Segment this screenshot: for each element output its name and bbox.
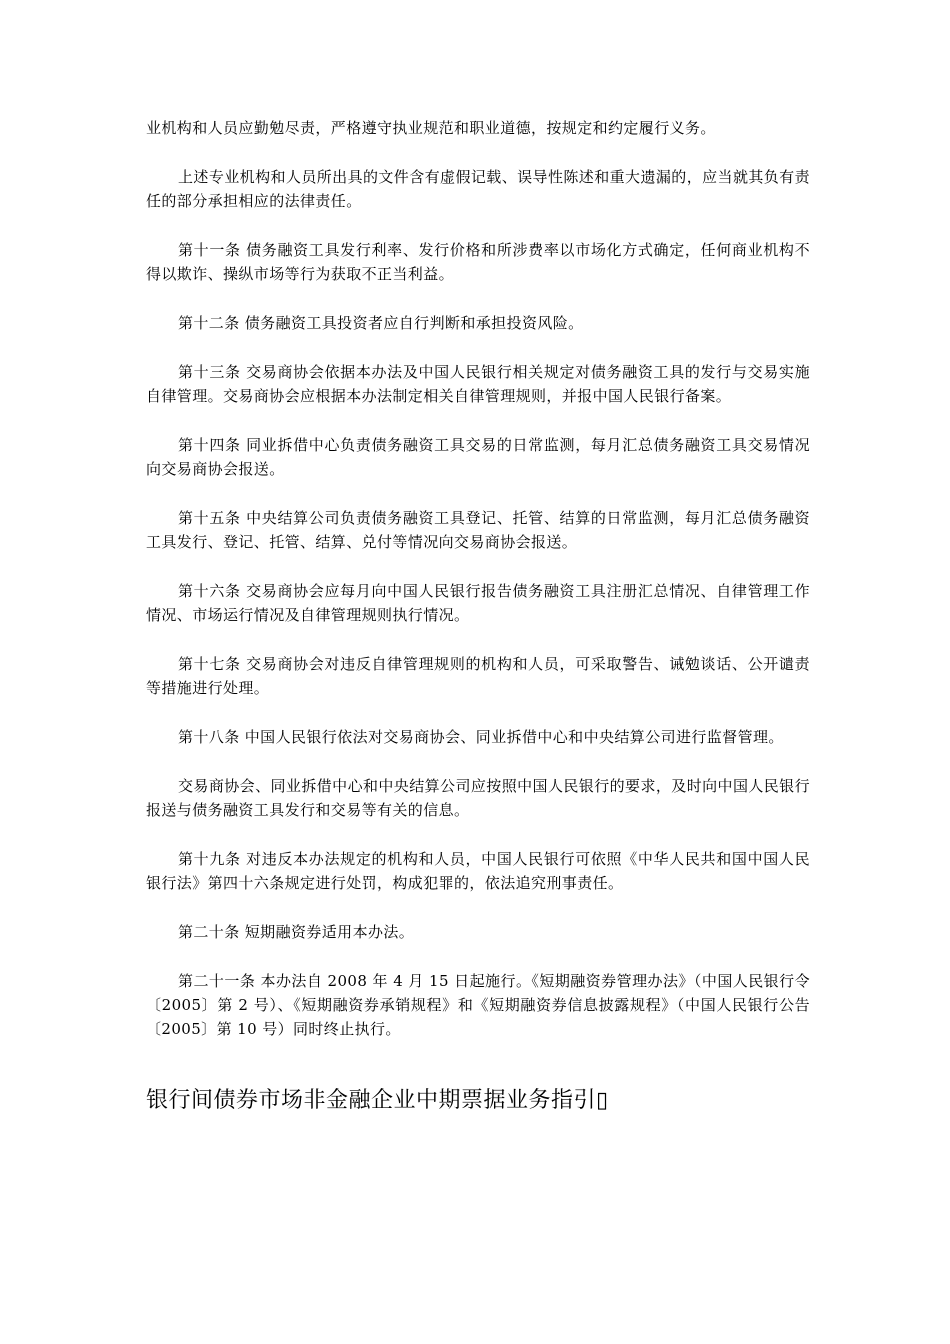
article-18: 第十八条 中国人民银行依法对交易商协会、同业拆借中心和中央结算公司进行监督管理。 (178, 728, 784, 746)
article-12: 第十二条 债务融资工具投资者应自行判断和承担投资风险。 (178, 314, 584, 332)
paragraph-liability: 上述专业机构和人员所出具的文件含有虚假记载、误导性陈述和重大遗漏的，应当就其负有责任的部分承担相应的法律责任。 (146, 168, 810, 210)
article-16: 第十六条 交易商协会应每月向中国人民银行报告债务融资工具注册汇总情况、自律管理工作情况、市场运行情况及自律管理规则执行情况。 (146, 582, 810, 624)
article-21: 第二十一条 本办法自 2008 年 4 月 15 日起施行。《短期融资券管理办法》（中国人民银行令〔2005〕第 2 号）、《短期融资券承销规程》和《短期融资券信息披露规程》（中国人民银行公告〔2005〕第 10 号）同时终止执行。 (146, 972, 810, 1038)
article-20: 第二十条 短期融资券适用本办法。 (178, 923, 415, 941)
article-11: 第十一条 债务融资工具发行利率、发行价格和所涉费率以市场化方式确定，任何商业机构不得以欺诈、操纵市场等行为获取不正当利益。 (146, 241, 810, 283)
article-17: 第十七条 交易商协会对违反自律管理规则的机构和人员，可采取警告、诫勉谈话、公开谴责等措施进行处理。 (146, 655, 810, 697)
paragraph-continuation: 业机构和人员应勤勉尽责，严格遵守执业规范和职业道德，按规定和约定履行义务。 (146, 119, 716, 137)
article-18-paragraph-2: 交易商协会、同业拆借中心和中央结算公司应按照中国人民银行的要求，及时向中国人民银行报送与债务融资工具发行和交易等有关的信息。 (146, 777, 810, 819)
document-body (146, 116, 810, 1117)
section-title: 银行间债券市场非金融企业中期票据业务指引▯ (146, 1088, 609, 1113)
article-13: 第十三条 交易商协会依据本办法及中国人民银行相关规定对债务融资工具的发行与交易实施自律管理。交易商协会应根据本办法制定相关自律管理规则，并报中国人民银行备案。 (146, 363, 810, 405)
article-15: 第十五条 中央结算公司负责债务融资工具登记、托管、结算的日常监测，每月汇总债务融资工具发行、登记、托管、结算、兑付等情况向交易商协会报送。 (146, 509, 810, 551)
article-19: 第十九条 对违反本办法规定的机构和人员，中国人民银行可依照《中华人民共和国中国人民银行法》第四十六条规定进行处罚，构成犯罪的，依法追究刑事责任。 (146, 850, 810, 892)
article-14: 第十四条 同业拆借中心负责债务融资工具交易的日常监测，每月汇总债务融资工具交易情况向交易商协会报送。 (146, 436, 810, 478)
